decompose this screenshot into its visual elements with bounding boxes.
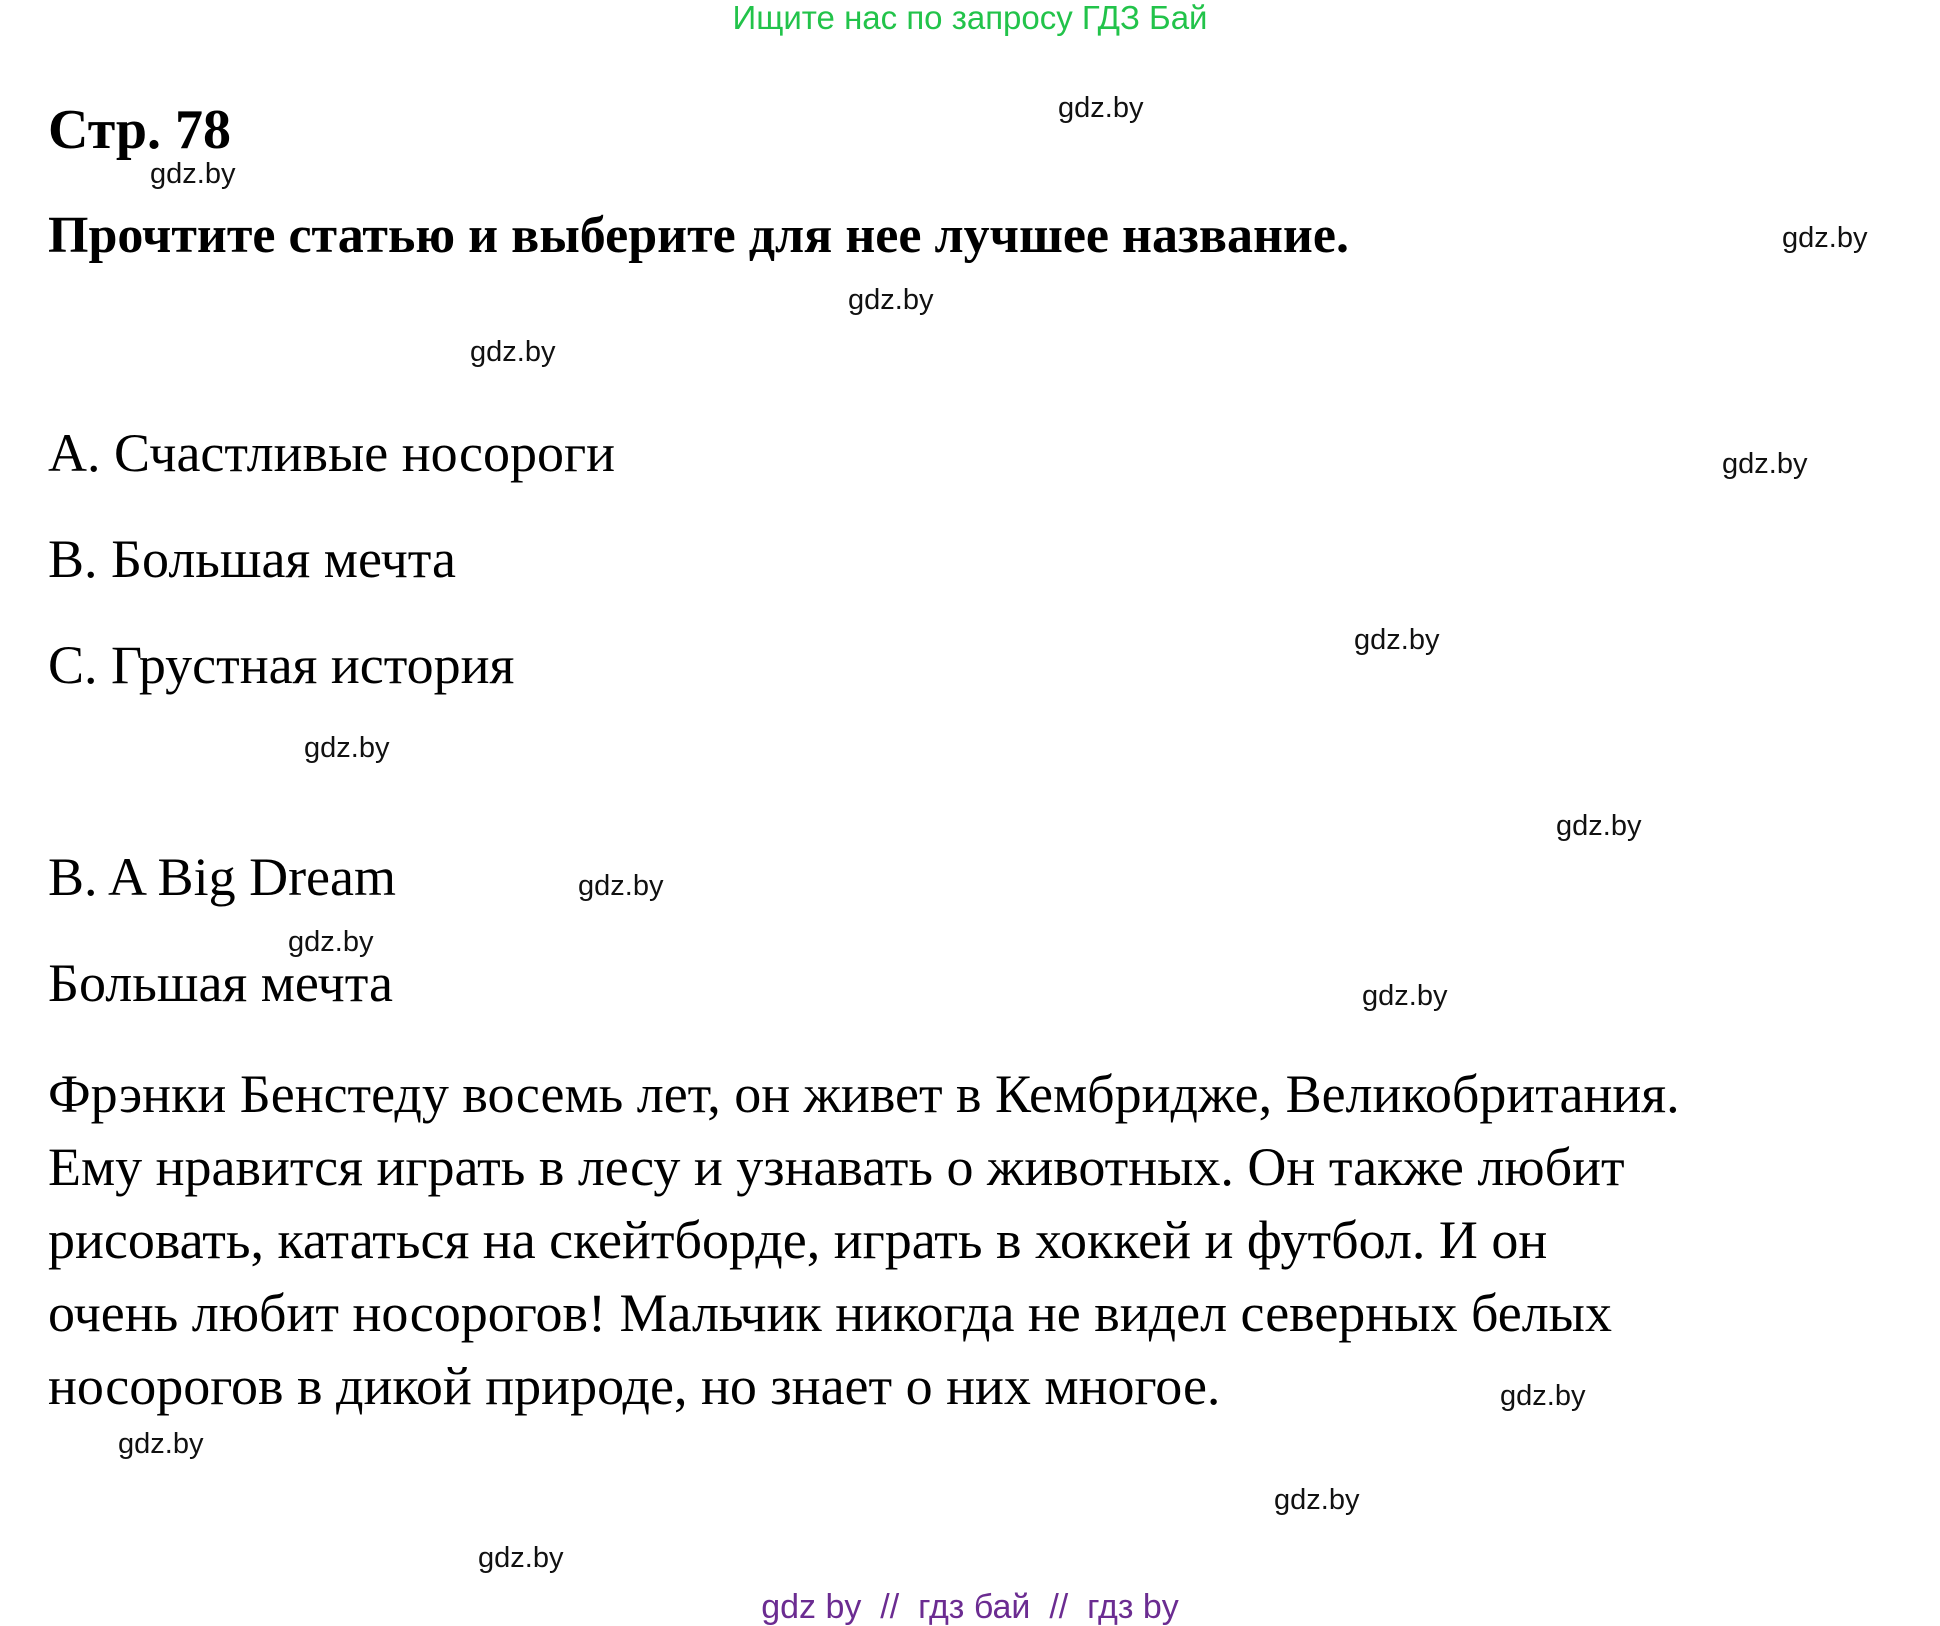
watermark: gdz.by [1058,92,1144,124]
option-c: C. Грустная история [48,635,515,695]
option-a: A. Счастливые носороги [48,423,615,483]
watermark: gdz.by [1500,1380,1586,1412]
watermark: gdz.by [150,158,236,190]
option-b: B. Большая мечта [48,529,456,589]
answer-russian: Большая мечта [48,953,393,1013]
article-line: носорогов в дикой природе, но знает о них многое. [48,1356,1221,1416]
watermark: gdz.by [470,336,556,368]
top-banner: Ищите нас по запросу ГДЗ Бай [732,0,1208,36]
watermark: gdz.by [1362,980,1448,1012]
article-line: Фрэнки Бенстеду восемь лет, он живет в Кембридже, Великобритания. [48,1064,1680,1124]
watermark: gdz.by [304,732,390,764]
watermark: gdz.by [848,284,934,316]
watermark: gdz.by [288,926,374,958]
article-line: рисовать, кататься на скейтборде, играть в хоккей и футбол. И он [48,1210,1548,1270]
watermark: gdz.by [118,1428,204,1460]
answer-english: B. A Big Dream [48,847,396,907]
watermark: gdz.by [1556,810,1642,842]
article-text [48,1058,1908,1423]
watermark: gdz.by [1722,448,1808,480]
watermark: gdz.by [1354,624,1440,656]
task-instruction: Прочтите статью и выберите для нее лучшее название. [48,207,1349,264]
article-line: Ему нравится играть в лесу и узнавать о животных. Он также любит [48,1137,1625,1197]
watermark: gdz.by [1274,1484,1360,1516]
watermark: gdz.by [1782,222,1868,254]
bottom-banner: gdz by // гдз бай // гдз by [761,1588,1179,1626]
watermark: gdz.by [578,870,664,902]
page-heading: Стр. 78 [48,99,232,161]
watermark: gdz.by [478,1542,564,1574]
article-line: очень любит носорогов! Мальчик никогда не видел северных белых [48,1283,1612,1343]
